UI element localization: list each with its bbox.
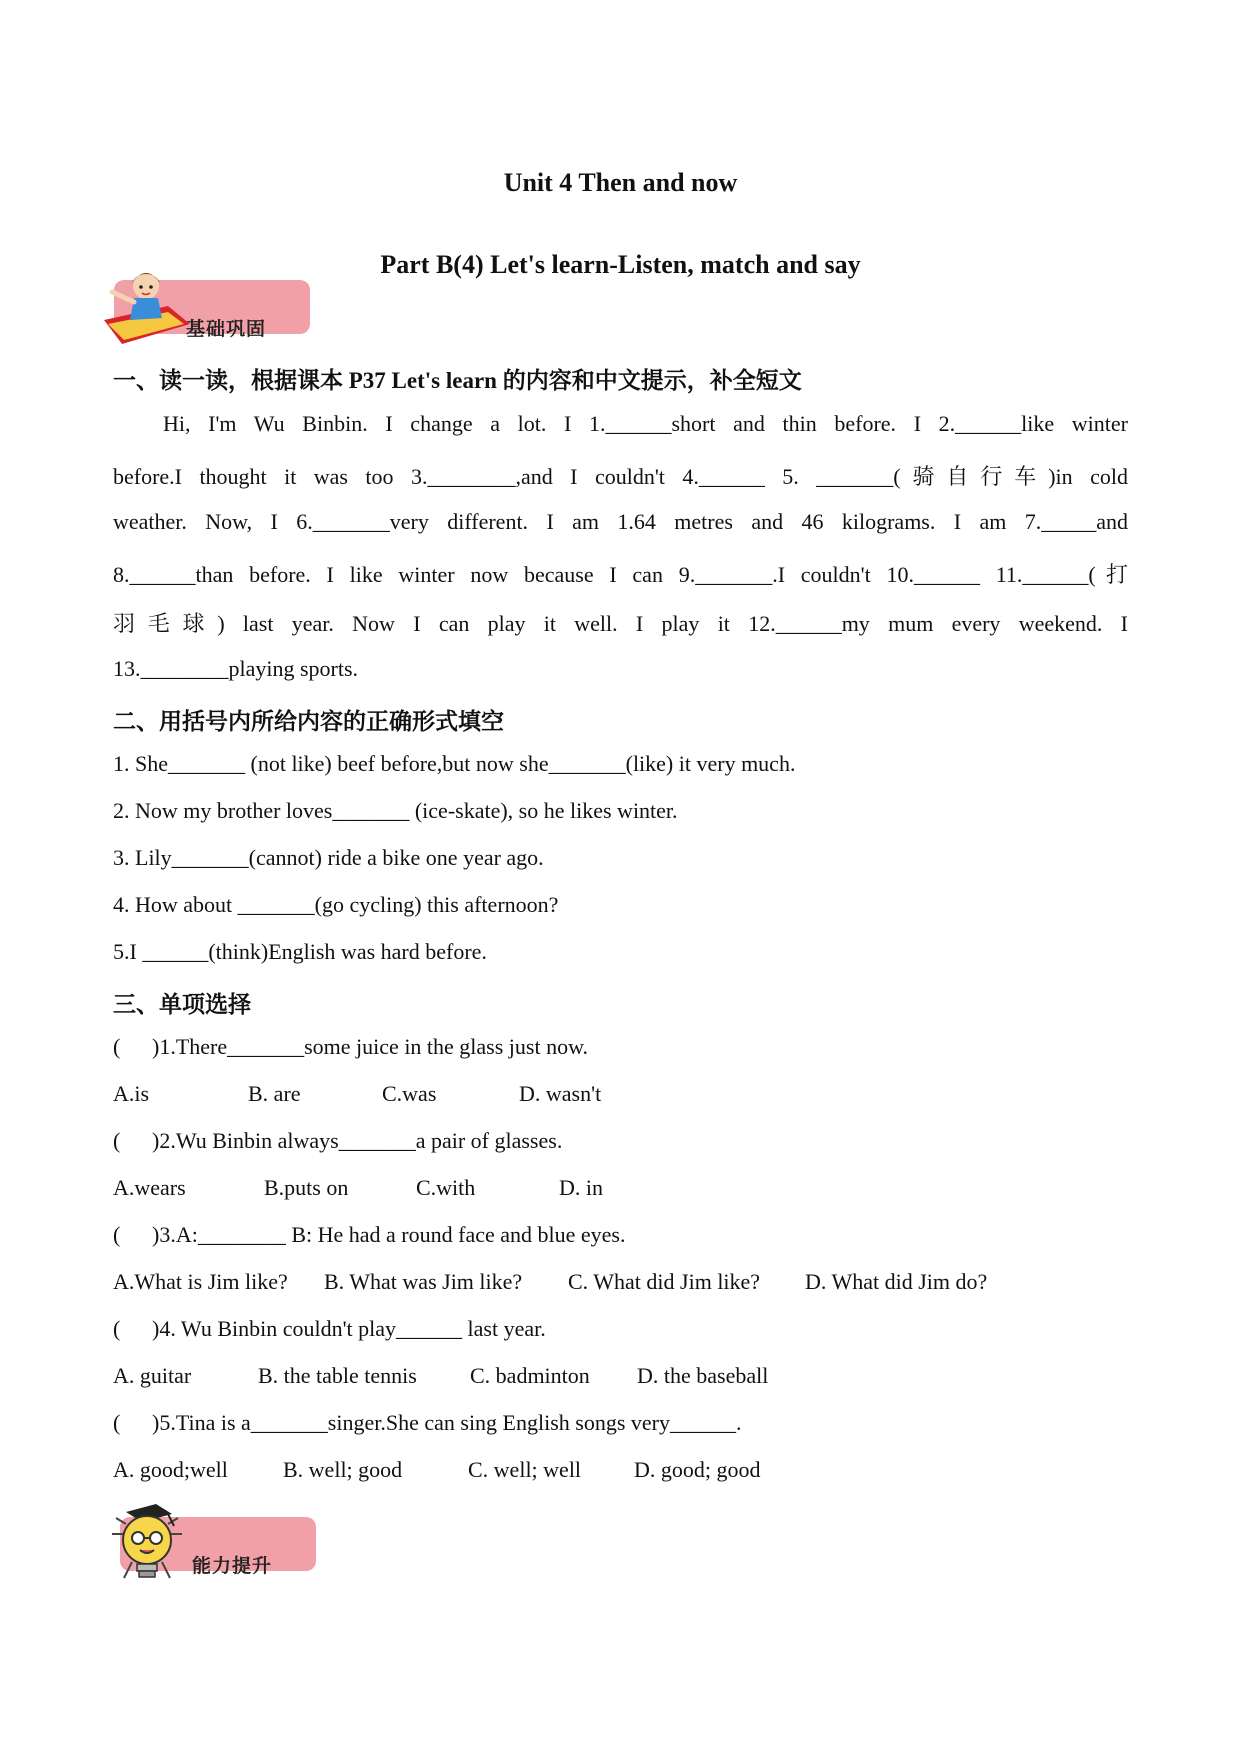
option-b: B. the table tennis (258, 1363, 417, 1388)
question-text: )5.Tina is a_______singer.She can sing English songs very______. (152, 1410, 742, 1435)
option-b: B. well; good (283, 1457, 403, 1482)
option-a: A. good;well (113, 1457, 228, 1482)
option-a: A.What is Jim like? (113, 1269, 288, 1294)
passage-line-2: before.I thought it was too 3.________,and I couldn't 4.______ 5. _______(骑自行车)in cold (113, 464, 1128, 489)
badge-advanced-label: 能力提升 (192, 1556, 273, 1577)
magic-carpet-girl-icon (98, 262, 194, 350)
question-text: )4. Wu Binbin couldn't play______ last year. (152, 1316, 546, 1341)
answer-bracket[interactable]: ( (113, 1410, 121, 1435)
fill-item-2: 2. Now my brother loves_______ (ice-skate), so he likes winter. (113, 798, 678, 823)
option-a: A.wears (113, 1175, 186, 1200)
answer-bracket[interactable]: ( (113, 1222, 121, 1247)
question-text: )3.A:________ B: He had a round face and blue eyes. (152, 1222, 626, 1247)
passage-line-5: 羽毛球) last year. Now I can play it well. I play it 12.______my mum every weekend. I (113, 611, 1128, 636)
option-d: D. the baseball (637, 1363, 769, 1388)
passage-line-6: 13.________playing sports. (113, 656, 359, 681)
option-b: B. are (248, 1081, 301, 1106)
answer-bracket[interactable]: ( (113, 1128, 121, 1153)
section2-heading: 二、用括号内所给内容的正确形式填空 (113, 709, 504, 734)
option-d: D. What did Jim do? (805, 1269, 988, 1294)
option-c: C. What did Jim like? (568, 1269, 761, 1294)
option-c: C. badminton (470, 1363, 590, 1388)
answer-bracket[interactable]: ( (113, 1316, 121, 1341)
option-b: B. What was Jim like? (324, 1269, 523, 1294)
page-subtitle: Part B(4) Let's learn-Listen, match and say (380, 250, 861, 279)
option-a: A. guitar (113, 1363, 192, 1388)
fill-item-1: 1. She_______ (not like) beef before,but now she_______(like) it very much. (113, 751, 796, 776)
passage-line-1: Hi, I'm Wu Binbin. I change a lot. I 1.______short and thin before. I 2.______like winter (163, 411, 1128, 436)
passage-line-3: weather. Now, I 6._______very different. I am 1.64 metres and 46 kilograms. I am 7._____and (113, 509, 1128, 534)
option-a: A.is (113, 1081, 150, 1106)
section1-heading: 一、读一读，根据课本 P37 Let's learn 的内容和中文提示，补全短文 (113, 368, 802, 393)
passage-line-4: 8.______than before. I like winter now because I can 9._______.I couldn't 10.______ 11.______(打 (113, 562, 1128, 587)
section3-heading: 三、单项选择 (113, 992, 251, 1017)
question-text: )1.There_______some juice in the glass just now. (152, 1034, 589, 1059)
option-c: C.was (382, 1081, 437, 1106)
page-title: Unit 4 Then and now (503, 168, 738, 197)
option-c: C. well; well (468, 1457, 582, 1482)
badge-basic-label: 基础巩固 (186, 319, 267, 340)
fill-item-5: 5.I ______(think)English was hard before. (113, 939, 487, 964)
option-d: D. wasn't (519, 1081, 602, 1106)
fill-item-4: 4. How about _______(go cycling) this afternoon? (113, 892, 559, 917)
fill-item-3: 3. Lily_______(cannot) ride a bike one year ago. (113, 845, 544, 870)
answer-bracket[interactable]: ( (113, 1034, 121, 1059)
option-d: D. good; good (634, 1457, 761, 1482)
lightbulb-icon (108, 1504, 186, 1584)
option-c: C.with (416, 1175, 476, 1200)
option-d: D. in (559, 1175, 603, 1200)
option-b: B.puts on (264, 1175, 349, 1200)
question-text: )2.Wu Binbin always_______a pair of glasses. (152, 1128, 563, 1153)
